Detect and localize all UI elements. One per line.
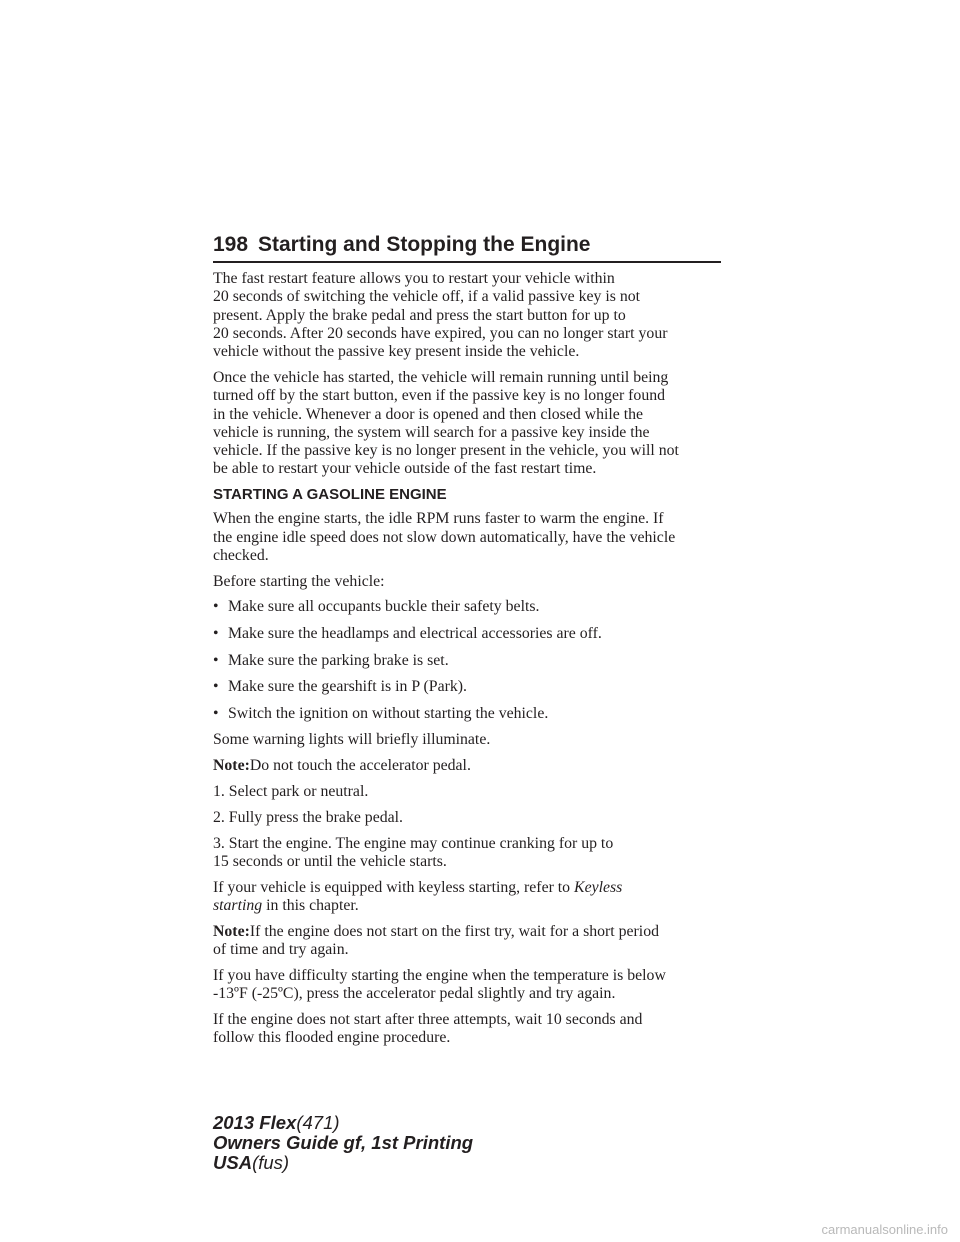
bullet-icon: • xyxy=(213,704,219,722)
footer-guide: Owners Guide gf, 1st Printing xyxy=(213,1132,474,1153)
paragraph-temperature: If you have difficulty starting the engine when the temperature is below -13ºF (-25ºC), press the accelerator pedal slightly and try again. xyxy=(213,966,666,1003)
footer-model: 2013 Flex xyxy=(213,1112,297,1133)
bullet-icon: • xyxy=(213,598,219,616)
step-1: 1. Select park or neutral. xyxy=(213,783,369,801)
note-text: Do not touch the accelerator pedal. xyxy=(249,757,471,775)
paragraph-before-starting: Before starting the vehicle: xyxy=(213,572,385,590)
paragraph-flooded: If the engine does not start after three attempts, wait 10 seconds and follow this flooded engine procedure. xyxy=(213,1010,643,1047)
paragraph-idle-rpm: When the engine starts, the idle RPM runs faster to warm the engine. If the engine idle speed does not slow down automatically, have the vehicle checked. xyxy=(213,510,676,564)
footer-code: (471) xyxy=(296,1112,340,1133)
footer-line-2 xyxy=(213,1133,473,1153)
note-text: If the engine does not start on the first try, wait for a short period of time and try again. xyxy=(213,922,659,959)
footer-line-1 xyxy=(213,1113,473,1133)
footer-line-3 xyxy=(213,1153,473,1173)
keyless-link: Keyless starting xyxy=(213,878,623,914)
keyless-suffix: in this chapter. xyxy=(262,897,359,914)
list-item xyxy=(213,598,733,616)
list-item xyxy=(213,652,733,670)
paragraph-vehicle-running: Once the vehicle has started, the vehicle will remain running until being turned off by the start button, even if the passive key is no longer found in the vehicle. Whenever a door is opened and then closed while the vehicle is running, the system will search for a passive key inside the vehicle. If the passive key is no longer present in the vehicle, you will not be able to restart your vehicle outside of the fast restart time. xyxy=(213,368,679,478)
step-2: 2. Fully press the brake pedal. xyxy=(213,808,403,826)
section-heading: STARTING A GASOLINE ENGINE xyxy=(213,486,447,504)
list-item xyxy=(213,678,733,696)
page-header xyxy=(213,231,721,263)
page-footer xyxy=(213,1113,473,1173)
list-item-text: Make sure the headlamps and electrical accessories are off. xyxy=(228,625,602,643)
keyless-prefix: If your vehicle is equipped with keyless starting, refer to xyxy=(213,878,575,896)
list-item-text: Make sure the parking brake is set. xyxy=(228,651,449,669)
bullet-icon: • xyxy=(213,651,219,669)
page-number: 198 xyxy=(213,233,249,256)
paragraph-keyless xyxy=(213,879,733,916)
list-item xyxy=(213,705,733,723)
list-item-text: Switch the ignition on without starting the vehicle. xyxy=(228,704,549,722)
note-label: Note: xyxy=(213,757,250,775)
list-item-text: Make sure all occupants buckle their safety belts. xyxy=(228,598,540,616)
footer-region: USA xyxy=(213,1152,253,1173)
list-item-text: Make sure the gearshift is in P (Park). xyxy=(228,678,467,696)
paragraph-warning-lights: Some warning lights will briefly illuminate. xyxy=(213,731,491,749)
chapter-title: Starting and Stopping the Engine xyxy=(258,233,591,256)
footer-region-code: (fus) xyxy=(252,1152,290,1173)
watermark: carmanualsonline.info xyxy=(821,1222,948,1237)
bullet-icon: • xyxy=(213,678,219,696)
list-item xyxy=(213,625,733,643)
step-3: 3. Start the engine. The engine may continue cranking for up to 15 seconds or until the vehicle starts. xyxy=(213,834,614,870)
note-first-try xyxy=(213,923,733,960)
note-accelerator xyxy=(213,757,733,775)
bullet-icon: • xyxy=(213,625,219,643)
paragraph-fast-restart: The fast restart feature allows you to restart your vehicle within 20 seconds of switching the vehicle off, if a valid passive key is not present. Apply the brake pedal and press the start button for up to 20 seconds. After 20 seconds have expired, you can no longer start your vehicle without the passive key present inside the vehicle. xyxy=(213,270,668,361)
note-label: Note: xyxy=(213,922,250,940)
page-content xyxy=(213,270,733,1055)
